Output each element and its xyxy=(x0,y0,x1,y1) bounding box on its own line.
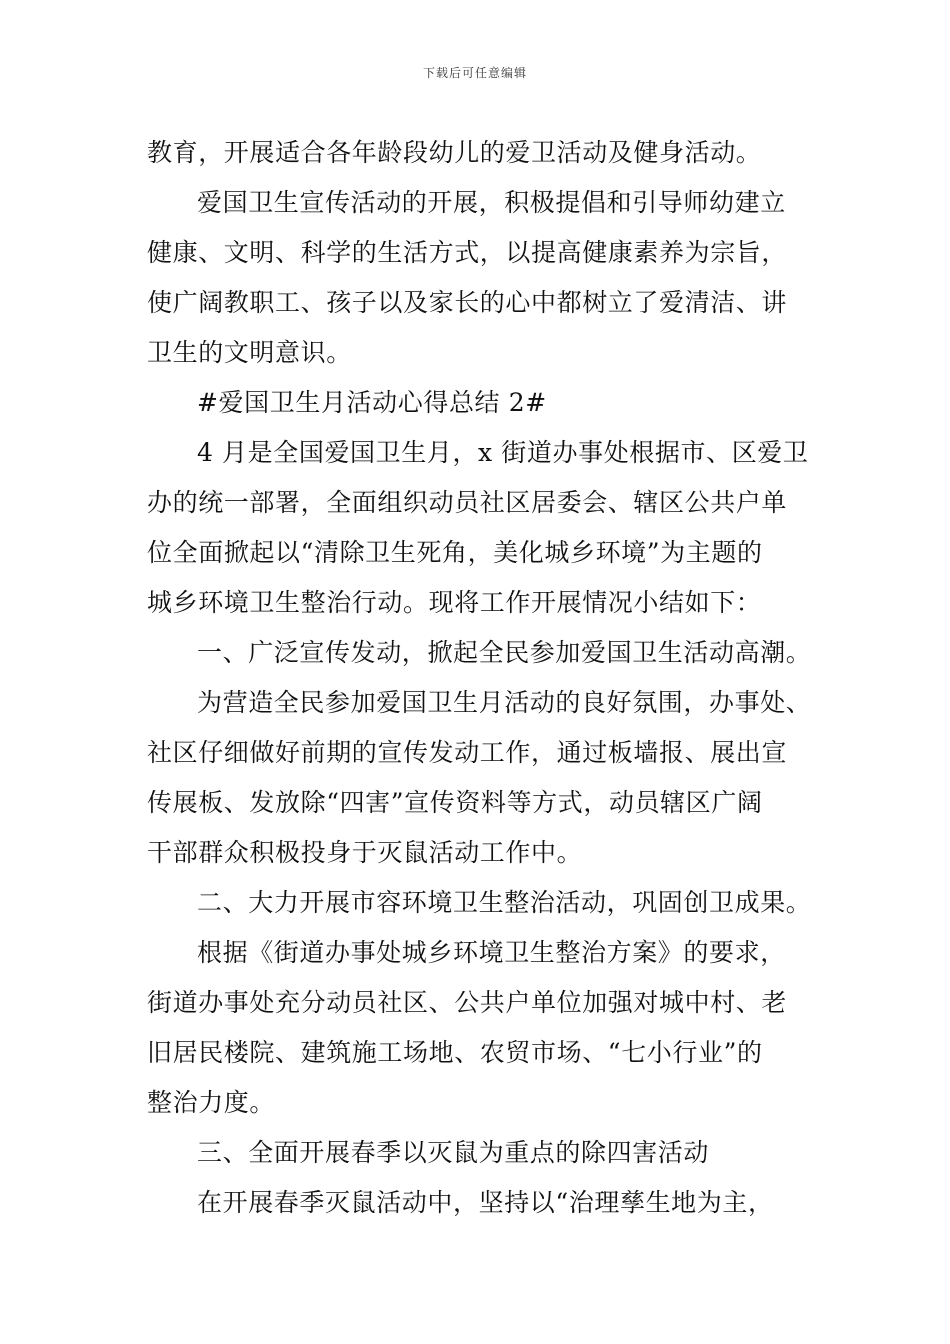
text-line: 爱国卫生宣传活动的开展，积极提倡和引导师幼建立 xyxy=(197,188,786,217)
text-line: 整治力度。 xyxy=(147,1088,276,1117)
section-heading: 一、广泛宣传发动，掀起全民参加爱国卫生活动高潮。 xyxy=(197,638,812,667)
text-line: 传展板、发放除“四害”宣传资料等方式，动员辖区广阔 xyxy=(147,788,763,817)
text-line: 社区仔细做好前期的宣传发动工作，通过板墙报、展出宣 xyxy=(147,738,788,767)
text-line: 卫生的文明意识。 xyxy=(147,338,352,367)
section-heading: 三、全面开展春季以灭鼠为重点的除四害活动 xyxy=(197,1138,710,1167)
text-line: 办的统一部署，全面组织动员社区居委会、辖区公共户单 xyxy=(147,488,788,517)
text-line: 干部群众积极投身于灭鼠活动工作中。 xyxy=(147,838,583,867)
section-heading: #爱国卫生月活动心得总结 2# xyxy=(197,388,547,417)
text-line: 健康、文明、科学的生活方式，以提高健康素养为宗旨， xyxy=(147,238,788,267)
text-line: 旧居民楼院、建筑施工场地、农贸市场、“七小行业”的 xyxy=(147,1038,763,1067)
text-line: 根据《街道办事处城乡环境卫生整治方案》的要求， xyxy=(197,938,786,967)
document-body xyxy=(147,128,847,1228)
text-line: 街道办事处充分动员社区、公共户单位加强对城中村、老 xyxy=(147,988,788,1017)
page-header: 下载后可任意编辑 xyxy=(422,66,527,80)
text-line: 为营造全民参加爱国卫生月活动的良好氛围，办事处、 xyxy=(197,688,812,717)
section-heading: 二、大力开展市容环境卫生整治活动，巩固创卫成果。 xyxy=(197,888,812,917)
text-line: 使广阔教职工、孩子以及家长的心中都树立了爱清洁、讲 xyxy=(147,288,788,317)
text-line: 城乡环境卫生整治行动。现将工作开展情况小结如下： xyxy=(147,588,762,617)
text-line: 4 月是全国爱国卫生月，x 街道办事处根据市、区爱卫 xyxy=(197,438,809,467)
text-line: 教育，开展适合各年龄段幼儿的爱卫活动及健身活动。 xyxy=(147,138,762,167)
text-line: 在开展春季灭鼠活动中，坚持以“治理孳生地为主， xyxy=(197,1188,774,1217)
text-line: 位全面掀起以“清除卫生死角，美化城乡环境”为主题的 xyxy=(147,538,763,567)
